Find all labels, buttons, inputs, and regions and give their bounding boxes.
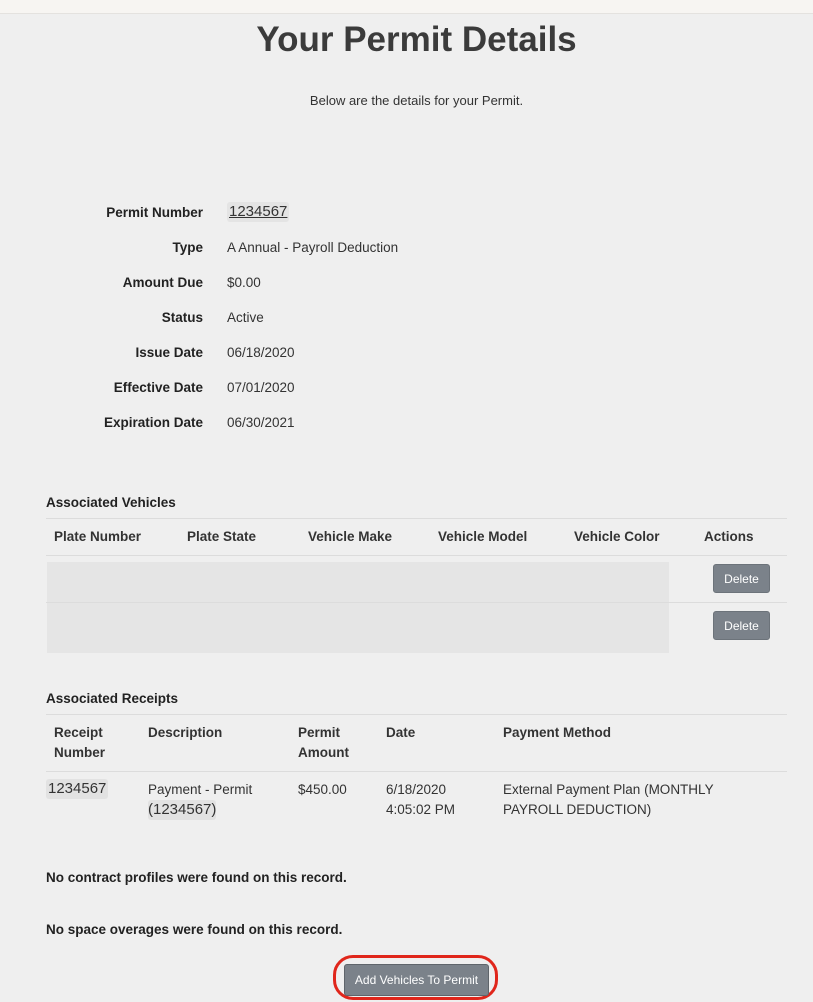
- detail-row-type: [0, 238, 813, 258]
- detail-value: A Annual - Payroll Deduction: [227, 240, 399, 255]
- page-subtitle: Below are the details for your Permit.: [309, 93, 524, 108]
- detail-label: Issue Date: [135, 345, 203, 360]
- receipt-method-line2: PAYROLL DEDUCTION): [503, 802, 652, 817]
- divider: [46, 518, 787, 519]
- receipt-description-line2: (1234567): [148, 801, 217, 818]
- receipt-amount: $450.00: [298, 782, 347, 797]
- receipt-date: [386, 780, 455, 820]
- receipt-number: 1234567: [48, 780, 107, 797]
- col-vehicle-color: Vehicle Color: [574, 529, 660, 544]
- receipt-method-line1: External Payment Plan (MONTHLY: [503, 782, 714, 797]
- col-permit-amount-line1: Permit: [298, 725, 341, 740]
- col-plate-state: Plate State: [187, 529, 257, 544]
- receipt-payment-method: [503, 780, 714, 820]
- col-receipt-number-line1: Receipt: [54, 725, 103, 740]
- redacted-vehicle-data: [47, 562, 669, 653]
- detail-label: Status: [161, 310, 203, 325]
- detail-row-expiration-date: [0, 413, 813, 433]
- detail-row-amount-due: [0, 273, 813, 293]
- detail-value: 06/30/2021: [227, 415, 295, 430]
- vehicles-heading: Associated Vehicles: [46, 495, 176, 510]
- col-plate-number: Plate Number: [54, 529, 142, 544]
- permit-number-value: 1234567: [229, 203, 288, 220]
- detail-value: Active: [227, 310, 264, 325]
- col-receipt-number: [54, 723, 105, 763]
- detail-label: Permit Number: [106, 205, 203, 220]
- col-permit-amount: [298, 723, 349, 763]
- detail-row-status: [0, 308, 813, 328]
- detail-row-issue-date: [0, 343, 813, 363]
- detail-label: Effective Date: [113, 380, 203, 395]
- receipt-date-line2: 4:05:02 PM: [386, 802, 456, 817]
- receipts-heading: Associated Receipts: [46, 691, 179, 706]
- col-permit-amount-line2: Amount: [298, 745, 349, 760]
- top-strip: [0, 0, 813, 14]
- detail-row-effective-date: [0, 378, 813, 398]
- detail-label: Type: [172, 240, 203, 255]
- receipt-number-cell: [46, 779, 108, 799]
- col-payment-method: Payment Method: [503, 725, 612, 740]
- no-contract-profiles-note: No contract profiles were found on this record.: [46, 870, 347, 885]
- divider: [46, 555, 787, 556]
- delete-vehicle-button[interactable]: Delete: [713, 564, 770, 593]
- detail-row-permit-number: [0, 203, 813, 223]
- receipt-description-line1: Payment - Permit: [148, 782, 253, 797]
- col-date: Date: [386, 725, 416, 740]
- no-space-overages-note: No space overages were found on this record.: [46, 922, 343, 937]
- row-divider: [46, 602, 787, 603]
- detail-value: 07/01/2020: [227, 380, 295, 395]
- detail-label: Expiration Date: [103, 415, 203, 430]
- col-vehicle-model: Vehicle Model: [438, 529, 528, 544]
- detail-label: Amount Due: [122, 275, 203, 290]
- delete-vehicle-button[interactable]: Delete: [713, 611, 770, 640]
- col-receipt-number-line2: Number: [54, 745, 106, 760]
- receipt-date-line1: 6/18/2020: [386, 782, 447, 797]
- col-actions: Actions: [704, 529, 754, 544]
- detail-value: 06/18/2020: [227, 345, 295, 360]
- divider: [46, 714, 787, 715]
- col-vehicle-make: Vehicle Make: [308, 529, 393, 544]
- detail-value: $0.00: [227, 275, 261, 290]
- detail-value: [227, 202, 289, 222]
- col-description: Description: [148, 725, 223, 740]
- add-vehicles-button[interactable]: Add Vehicles To Permit: [344, 964, 489, 996]
- divider: [46, 771, 787, 772]
- receipt-description: [148, 780, 252, 820]
- page-title: Your Permit Details: [256, 20, 577, 59]
